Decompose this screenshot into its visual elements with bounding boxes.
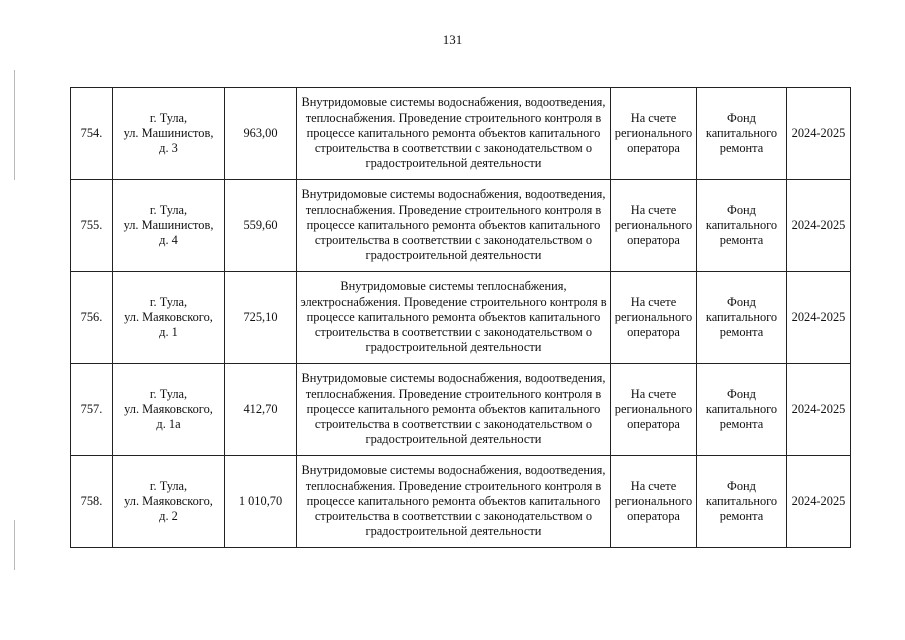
fund-line: оператора xyxy=(627,141,680,156)
source-line: капитального xyxy=(705,309,778,324)
row-number: 758. xyxy=(71,456,113,548)
source-line: Фонд xyxy=(727,478,756,493)
repair-period-cell: 2024-2025 xyxy=(787,180,851,272)
address-line: ул. Машинистов, xyxy=(123,217,214,232)
address-cell xyxy=(113,180,225,272)
source-line: ремонта xyxy=(719,509,764,524)
funding-source-cell xyxy=(697,364,787,456)
funding-source-cell xyxy=(697,272,787,364)
row-number: 755. xyxy=(71,180,113,272)
fund-line: оператора xyxy=(627,509,680,524)
work-description-cell: Внутридомовые системы водоснабжения, водоотведения, теплоснабжения. Проведение строительного контроля в процессе капитального ремонта объектов капитального строительства в соответствии с законодательством о градостроительной деятельности xyxy=(297,88,611,180)
address-line: ул. Маяковского, xyxy=(124,401,213,416)
fund-line: оператора xyxy=(627,233,680,248)
area-cell: 559,60 xyxy=(225,180,297,272)
source-line: капитального xyxy=(705,125,778,140)
address-line: д. 1 xyxy=(159,325,178,340)
source-line: капитального xyxy=(705,401,778,416)
scan-margin-mark xyxy=(14,70,15,180)
table-row xyxy=(71,364,851,456)
funding-source-cell xyxy=(697,88,787,180)
fund-line: регионального xyxy=(614,401,693,416)
work-description-cell: Внутридомовые системы водоснабжения, водоотведения, теплоснабжения. Проведение строительного контроля в процессе капитального ремонта объектов капитального строительства в соответствии с законодательством о градостроительной деятельности xyxy=(297,180,611,272)
area-cell: 725,10 xyxy=(225,272,297,364)
scan-margin-mark xyxy=(14,520,15,570)
fund-line: оператора xyxy=(627,325,680,340)
fund-line: оператора xyxy=(627,417,680,432)
source-line: Фонд xyxy=(727,202,756,217)
repair-schedule-table xyxy=(70,87,851,548)
address-line: ул. Маяковского, xyxy=(124,309,213,324)
address-line: д. 4 xyxy=(159,233,178,248)
address-line: г. Тула, xyxy=(149,478,188,493)
row-number: 757. xyxy=(71,364,113,456)
table-row xyxy=(71,88,851,180)
repair-period-cell: 2024-2025 xyxy=(787,272,851,364)
address-cell xyxy=(113,364,225,456)
row-number: 754. xyxy=(71,88,113,180)
address-line: г. Тула, xyxy=(149,202,188,217)
table-row xyxy=(71,272,851,364)
fund-line: регионального xyxy=(614,125,693,140)
table-row xyxy=(71,180,851,272)
address-line: д. 1а xyxy=(156,417,181,432)
area-cell: 1 010,70 xyxy=(225,456,297,548)
fund-formation-cell xyxy=(611,88,697,180)
fund-line: На счете xyxy=(630,110,677,125)
source-line: Фонд xyxy=(727,294,756,309)
source-line: ремонта xyxy=(719,417,764,432)
address-line: г. Тула, xyxy=(149,386,188,401)
work-description-cell: Внутридомовые системы водоснабжения, водоотведения, теплоснабжения. Проведение строительного контроля в процессе капитального ремонта объектов капитального строительства в соответствии с законодательством о градостроительной деятельности xyxy=(297,364,611,456)
fund-line: На счете xyxy=(630,386,677,401)
address-cell xyxy=(113,272,225,364)
work-description-cell: Внутридомовые системы теплоснабжения, электроснабжения. Проведение строительного контроля в процессе капитального ремонта объектов капитального строительства в соответствии с законодательством о градостроительной деятельности xyxy=(297,272,611,364)
fund-line: регионального xyxy=(614,217,693,232)
address-cell xyxy=(113,456,225,548)
repair-period-cell: 2024-2025 xyxy=(787,364,851,456)
address-cell xyxy=(113,88,225,180)
source-line: Фонд xyxy=(727,386,756,401)
address-line: г. Тула, xyxy=(149,294,188,309)
address-line: ул. Маяковского, xyxy=(124,493,213,508)
area-cell: 412,70 xyxy=(225,364,297,456)
source-line: ремонта xyxy=(719,325,764,340)
row-number: 756. xyxy=(71,272,113,364)
fund-line: регионального xyxy=(614,309,693,324)
work-description-cell: Внутридомовые системы водоснабжения, водоотведения, теплоснабжения. Проведение строительного контроля в процессе капитального ремонта объектов капитального строительства в соответствии с законодательством о градостроительной деятельности xyxy=(297,456,611,548)
fund-line: На счете xyxy=(630,294,677,309)
area-cell: 963,00 xyxy=(225,88,297,180)
fund-line: На счете xyxy=(630,202,677,217)
repair-period-cell: 2024-2025 xyxy=(787,456,851,548)
address-line: г. Тула, xyxy=(149,110,188,125)
source-line: капитального xyxy=(705,217,778,232)
fund-formation-cell xyxy=(611,456,697,548)
repair-period-cell: 2024-2025 xyxy=(787,88,851,180)
table-row xyxy=(71,456,851,548)
source-line: ремонта xyxy=(719,233,764,248)
fund-formation-cell xyxy=(611,180,697,272)
address-line: д. 3 xyxy=(159,141,178,156)
source-line: капитального xyxy=(705,493,778,508)
funding-source-cell xyxy=(697,456,787,548)
fund-line: регионального xyxy=(614,493,693,508)
address-line: д. 2 xyxy=(159,509,178,524)
address-line: ул. Машинистов, xyxy=(123,125,214,140)
fund-formation-cell xyxy=(611,272,697,364)
page-number: 131 xyxy=(442,32,463,47)
funding-source-cell xyxy=(697,180,787,272)
fund-line: На счете xyxy=(630,478,677,493)
source-line: ремонта xyxy=(719,141,764,156)
fund-formation-cell xyxy=(611,364,697,456)
source-line: Фонд xyxy=(727,110,756,125)
